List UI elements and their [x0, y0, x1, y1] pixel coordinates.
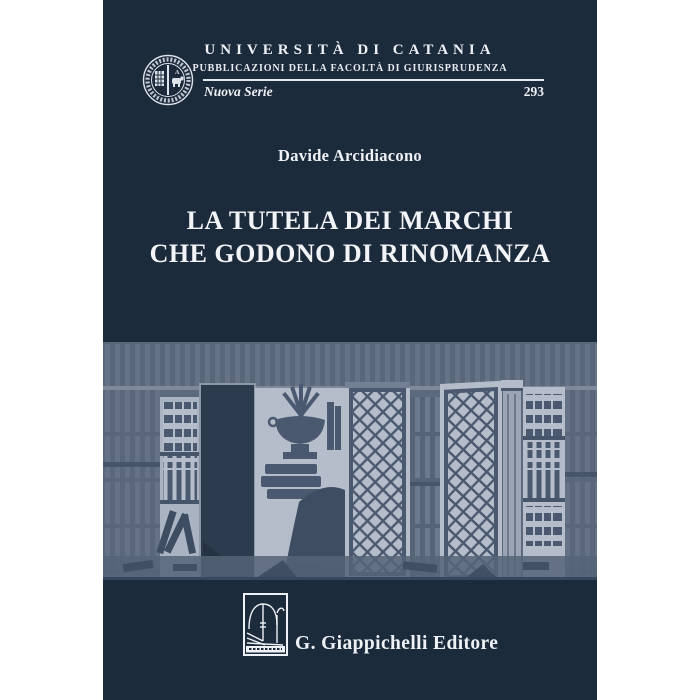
header-divider	[203, 79, 544, 81]
university-name: UNIVERSITÀ DI CATANIA	[204, 42, 496, 58]
book-title-line1: LA TUTELA DEI MARCHI	[186, 206, 514, 235]
faculty-subtitle: PUBBLICAZIONI DELLA FACOLTÀ DI GIURISPRUDENZA	[192, 63, 508, 74]
publisher-name: G. Giappichelli Editore	[295, 633, 499, 654]
series-number: 293	[523, 84, 544, 99]
series-label: Nuova Serie	[204, 84, 273, 99]
svg-text:A: A	[175, 70, 180, 76]
university-seal-icon	[142, 54, 194, 106]
book-title	[103, 204, 597, 270]
book-cover	[103, 0, 597, 700]
library-engraving-illustration	[103, 342, 597, 580]
book-title-line2: CHE GODONO DI RINOMANZA	[149, 239, 551, 268]
author-name: Davide Arcidiacono	[278, 146, 422, 165]
publisher-logo-icon	[243, 593, 288, 656]
